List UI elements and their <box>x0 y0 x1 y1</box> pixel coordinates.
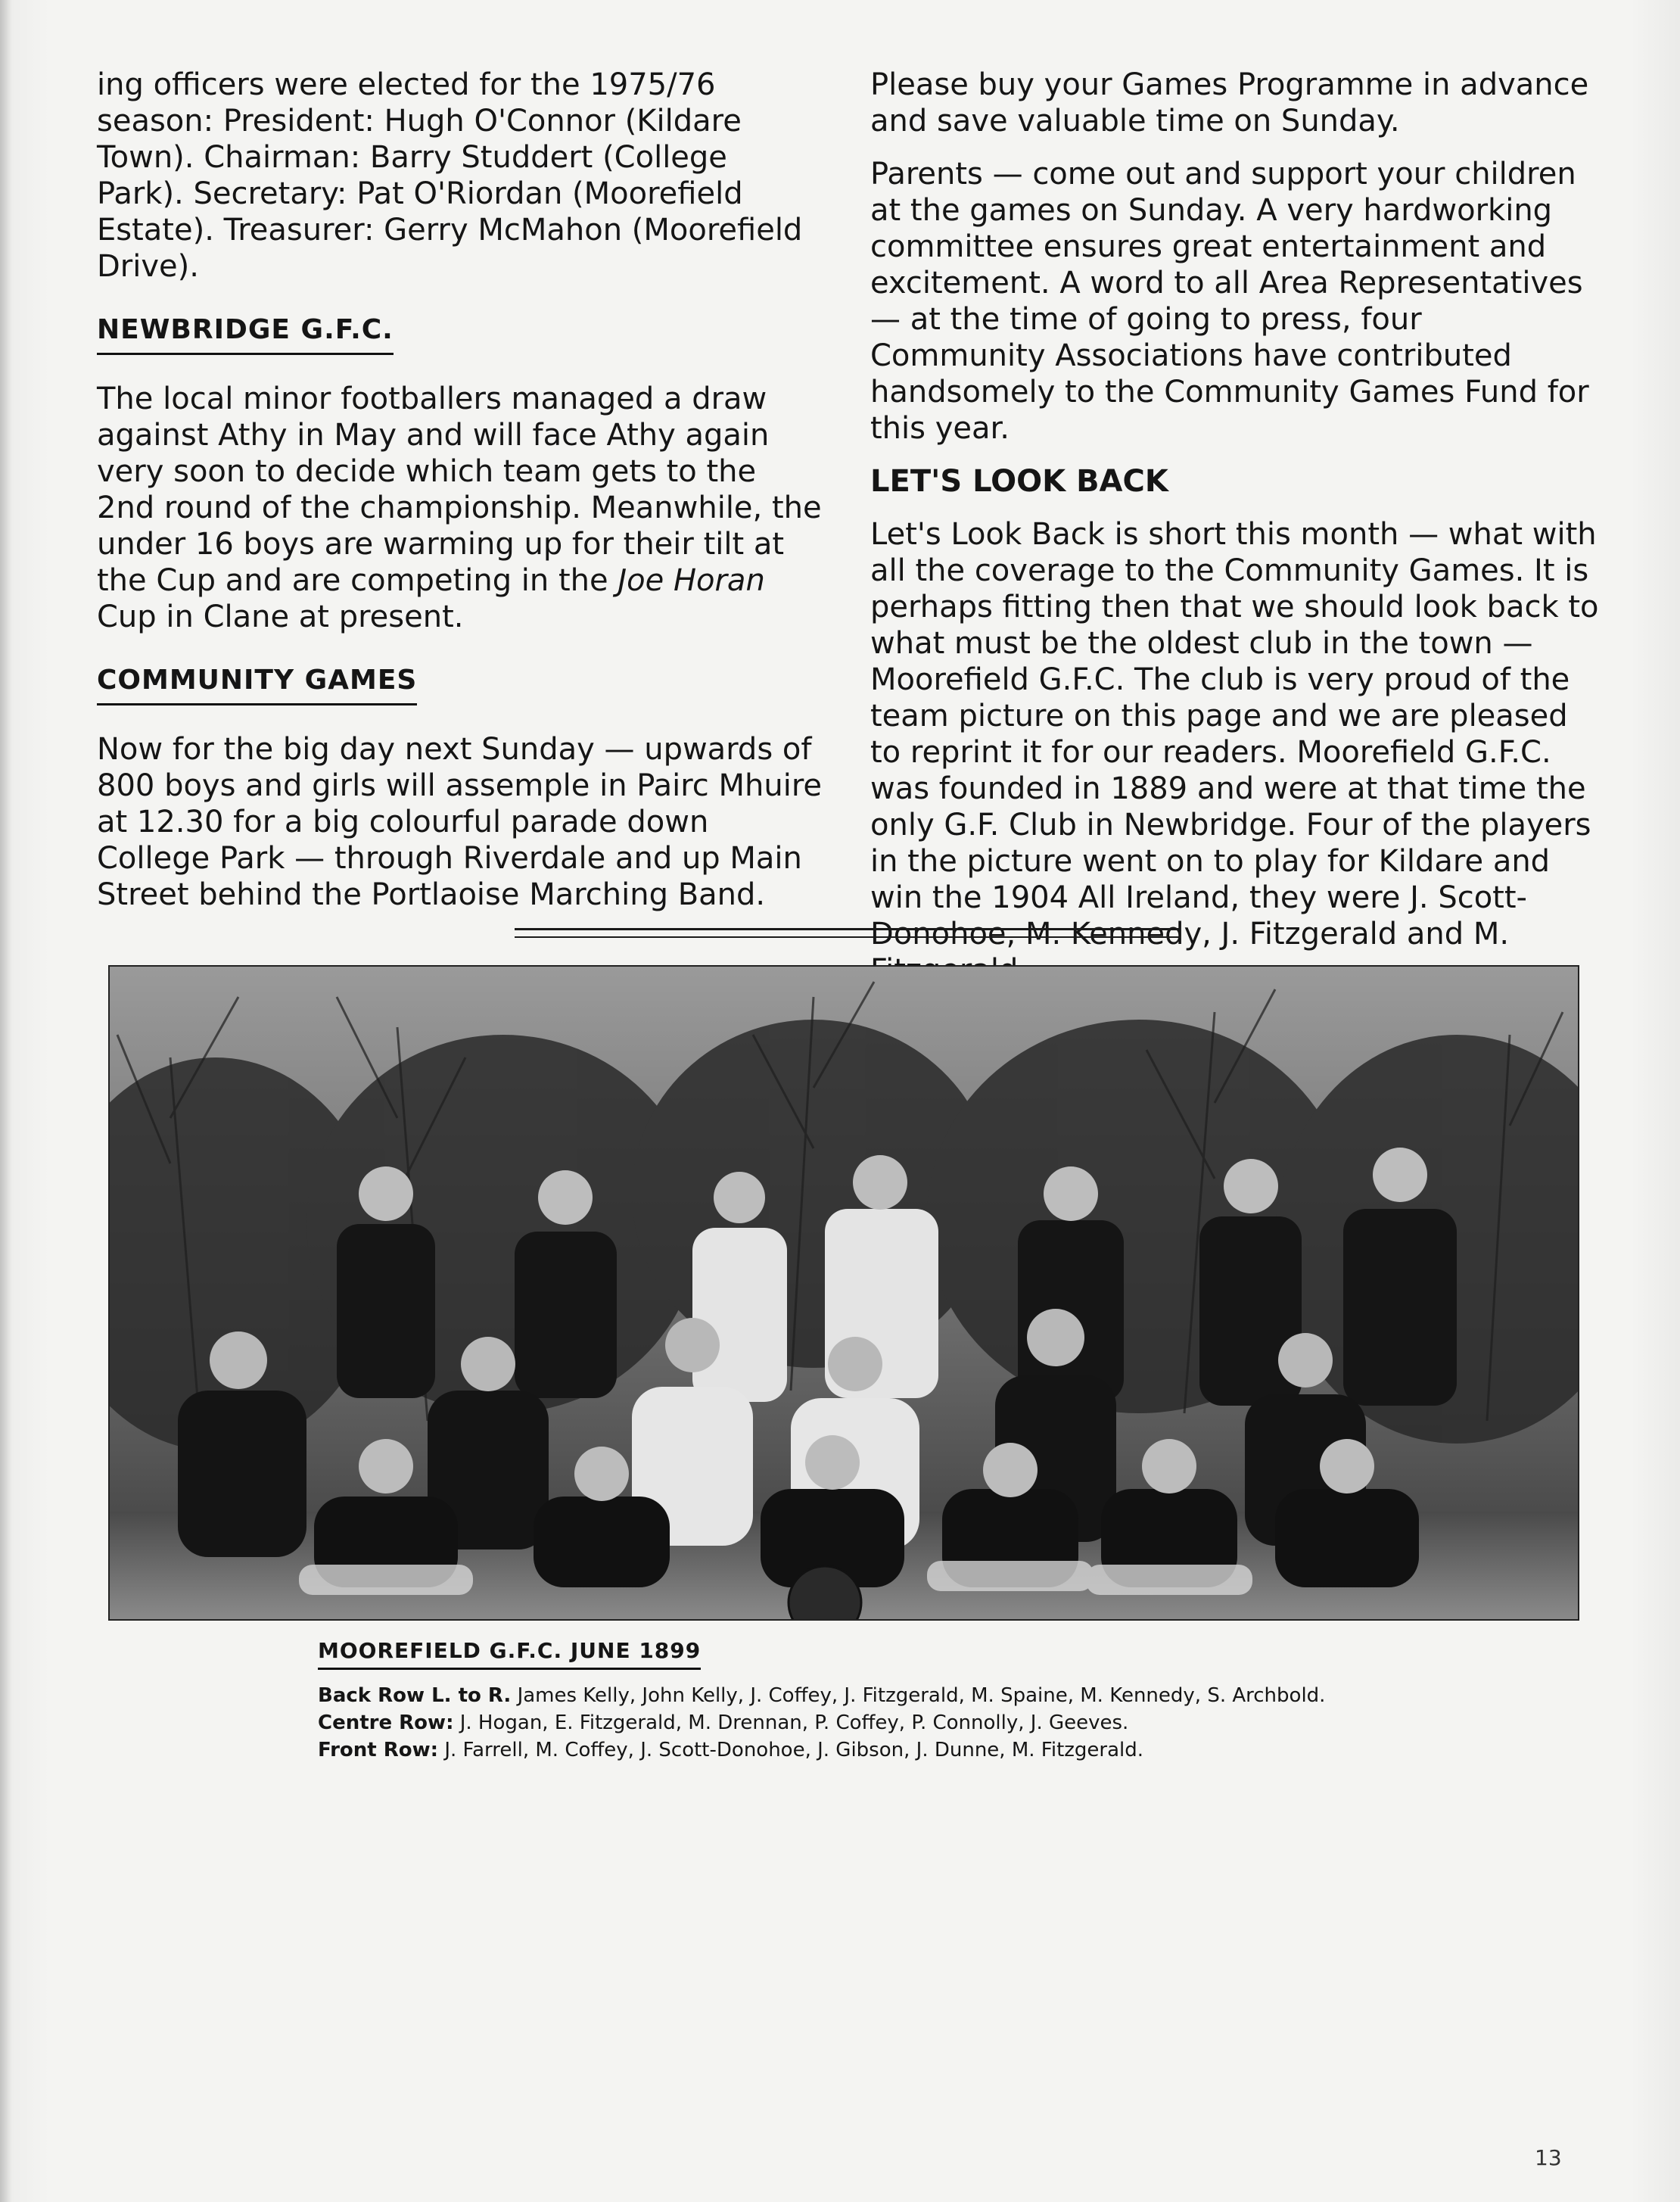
binding-shadow <box>0 0 12 2202</box>
page-number: 13 <box>1535 2145 1562 2170</box>
back-row-names: James Kelly, John Kelly, J. Coffey, J. Fitzgerald, M. Spaine, M. Kennedy, S. Archbold. <box>517 1684 1326 1707</box>
community-games-paragraph: Now for the big day next Sunday — upwards of 800 boys and girls will assemple in Pairc Mhuire at 12.30 for a big colourful parade down College Park — through Riverdale and up Main Street behind the Portlaoise Marching Band. <box>97 732 823 912</box>
centre-row-names: J. Hogan, E. Fitzgerald, M. Drennan, P. Coffey, P. Connolly, J. Geeves. <box>459 1711 1129 1734</box>
newbridge-paragraph <box>97 381 823 635</box>
centre-row-label: Centre Row: <box>318 1711 454 1734</box>
front-row-label: Front Row: <box>318 1739 439 1761</box>
cup-name: Joe Horan <box>618 563 765 598</box>
officers-paragraph: ing officers were elected for the 1975/76 season: President: Hugh O'Connor (Kildare Town). Chairman: Barry Studdert (College Park). Secretary: Pat O'Riordan (Moorefield Estate). Treasurer: Gerry McMahon (Moorefield Drive). <box>97 67 803 284</box>
caption-back-row <box>318 1682 1529 1709</box>
lets-look-back-paragraph: Let's Look Back is short this month — what with all the coverage to the Community Games. It is perhaps fitting then that we should look back to what must be the oldest club in the town — Moorefield G.F.C. The club is very proud of the team picture on this page and we are pleased to reprint it for our readers. Moorefield G.F.C. was founded in 1889 and were at that time the only G.F. Club in Newbridge. Four of the players in the picture went on to play for Kildare and win the 1904 All Ireland, they were J. Scott-Donohoe, M. Kennedy, J. Fitzgerald and M. <box>870 517 1599 952</box>
lets-look-back-heading: LET'S LOOK BACK <box>870 464 1168 499</box>
front-row-names: J. Farrell, M. Coffey, J. Scott-Donohoe, J. Gibson, J. Dunne, M. Fitzgerald. <box>444 1739 1144 1761</box>
parents-paragraph: Parents — come out and support your children at the games on Sunday. A very hardworking committee ensures great entertainment and excitement. A word to all Area Representatives — at the time of going to press, four Community Associations have contributed handsomely to the Community Games Fund for this year. <box>870 157 1589 446</box>
newbridge-gfc-heading: NEWBRIDGE G.F.C. <box>97 312 394 355</box>
photo-caption-title: MOOREFIELD G.F.C. JUNE 1899 <box>318 1638 701 1670</box>
right-column <box>870 67 1601 1005</box>
photo-caption <box>318 1682 1529 1764</box>
newbridge-text-end: Cup in Clane at present. <box>97 600 464 634</box>
left-column <box>97 67 823 930</box>
section-divider <box>515 928 1181 938</box>
caption-centre-row <box>318 1709 1529 1736</box>
team-photo-illustration <box>110 967 1578 1619</box>
team-photo <box>108 965 1579 1621</box>
community-games-heading: COMMUNITY GAMES <box>97 662 417 705</box>
newbridge-text-start: The local minor footballers managed a draw against Athy in May and will face Athy again very soon to decide which team gets to the 2nd round of the championship. Meanwhile, the under 16 boys are warming up for their tilt at the Cup and are competing in the <box>97 382 822 598</box>
games-programme-paragraph: Please buy your Games Programme in advance and save valuable time on Sunday. <box>870 67 1589 139</box>
caption-front-row <box>318 1736 1529 1764</box>
back-row-label: Back Row L. to R. <box>318 1684 512 1707</box>
